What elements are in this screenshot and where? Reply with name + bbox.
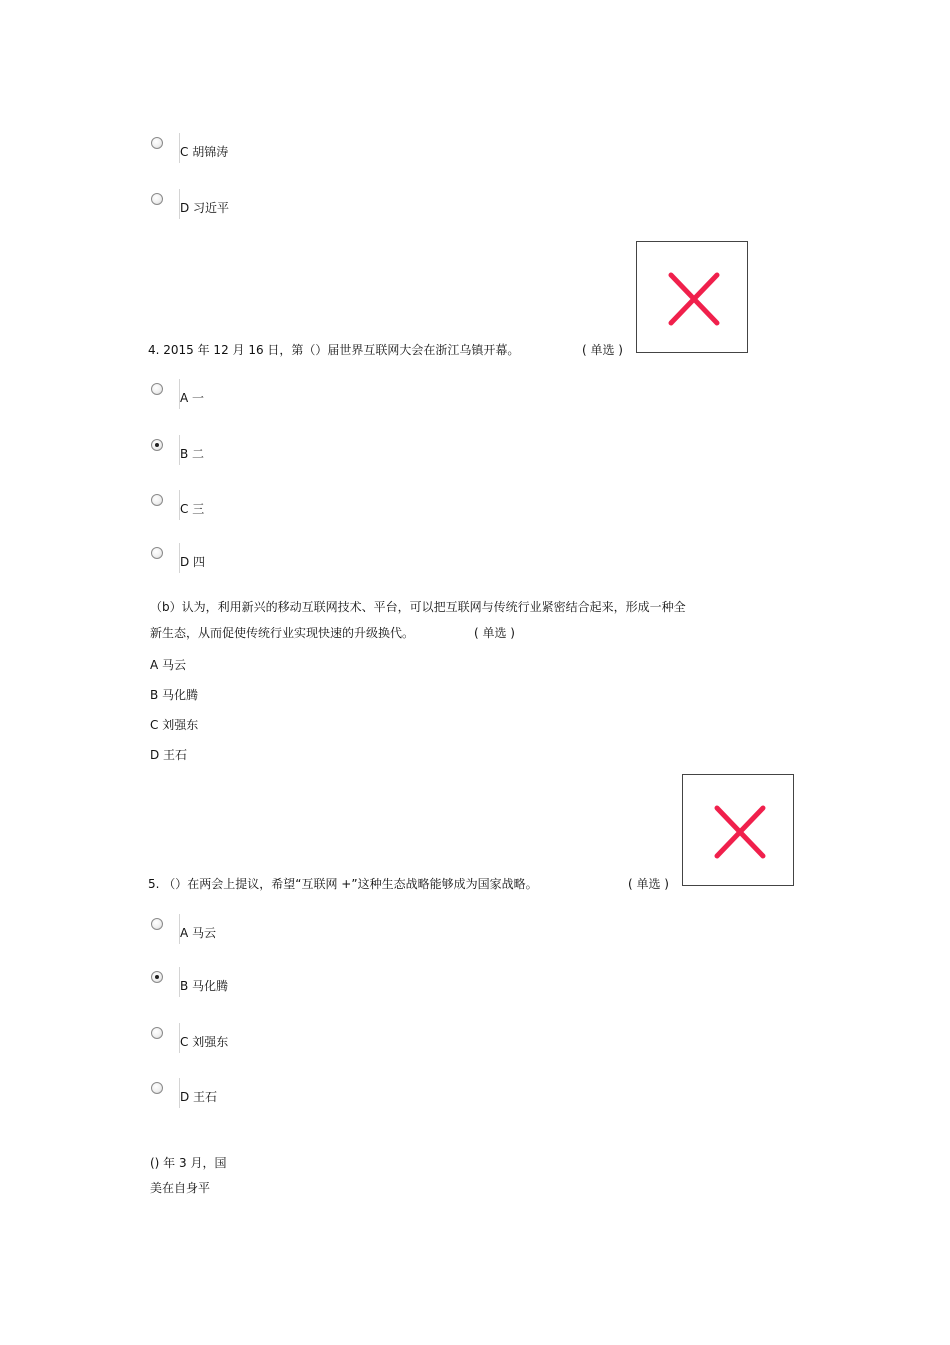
radio-button[interactable]: [148, 490, 180, 520]
question-4-text: 4. 2015 年 12 月 16 日，第（）届世界互联网大会在浙江乌镇开幕。: [148, 343, 520, 357]
q4-option-d[interactable]: [148, 543, 448, 573]
option-label: D 四: [180, 555, 206, 569]
option-label: D 王石: [180, 1090, 218, 1104]
note-option-b: B 马化腾: [150, 688, 199, 702]
tail-line-2: 美在自身平: [150, 1181, 211, 1195]
radio-button-selected[interactable]: [148, 435, 180, 465]
q5-option-a[interactable]: [148, 914, 448, 944]
option-label: D 习近平: [180, 201, 230, 215]
q5-option-d[interactable]: [148, 1078, 448, 1108]
q4-option-c[interactable]: [148, 490, 448, 520]
q5-option-b[interactable]: [148, 967, 448, 997]
q5-option-c[interactable]: [148, 1023, 448, 1053]
option-label: A 马云: [180, 926, 217, 940]
note-option-c: C 刘强东: [150, 718, 199, 732]
radio-button[interactable]: [148, 543, 180, 573]
radio-button[interactable]: [148, 1078, 180, 1108]
radio-button[interactable]: [148, 189, 180, 219]
radio-button-selected[interactable]: [148, 967, 180, 997]
option-label: A 一: [180, 391, 205, 405]
radio-button[interactable]: [148, 1023, 180, 1053]
option-label: C 刘强东: [180, 1035, 229, 1049]
note-line-1: （b）认为，利用新兴的移动互联网技术、平台，可以把互联网与传统行业紧密结合起来，形成一种全: [150, 600, 686, 614]
q3-option-c[interactable]: [148, 133, 448, 163]
radio-button[interactable]: [148, 914, 180, 944]
tail-line-1: () 年 3 月，国: [150, 1156, 227, 1170]
note-line-2: 新生态，从而促使传统行业实现快速的升级换代。: [150, 626, 415, 640]
option-label: C 胡锦涛: [180, 145, 229, 159]
radio-button[interactable]: [148, 133, 180, 163]
radio-button[interactable]: [148, 379, 180, 409]
note-type: ( 单选 ): [474, 626, 515, 640]
question-5-type: ( 单选 ): [628, 877, 669, 891]
q4-option-a[interactable]: [148, 379, 448, 409]
wrong-x-icon: [682, 774, 794, 886]
option-label: B 马化腾: [180, 979, 229, 993]
option-label: C 三: [180, 502, 205, 516]
option-label: B 二: [180, 447, 205, 461]
q4-option-b[interactable]: [148, 435, 448, 465]
question-5-text: 5. （）在两会上提议，希望“互联网 +”这种生态战略能够成为国家战略。: [148, 877, 538, 891]
wrong-x-icon: [636, 241, 748, 353]
note-option-d: D 王石: [150, 748, 188, 762]
note-option-a: A 马云: [150, 658, 187, 672]
q3-option-d[interactable]: [148, 189, 448, 219]
question-4-type: ( 单选 ): [582, 343, 623, 357]
